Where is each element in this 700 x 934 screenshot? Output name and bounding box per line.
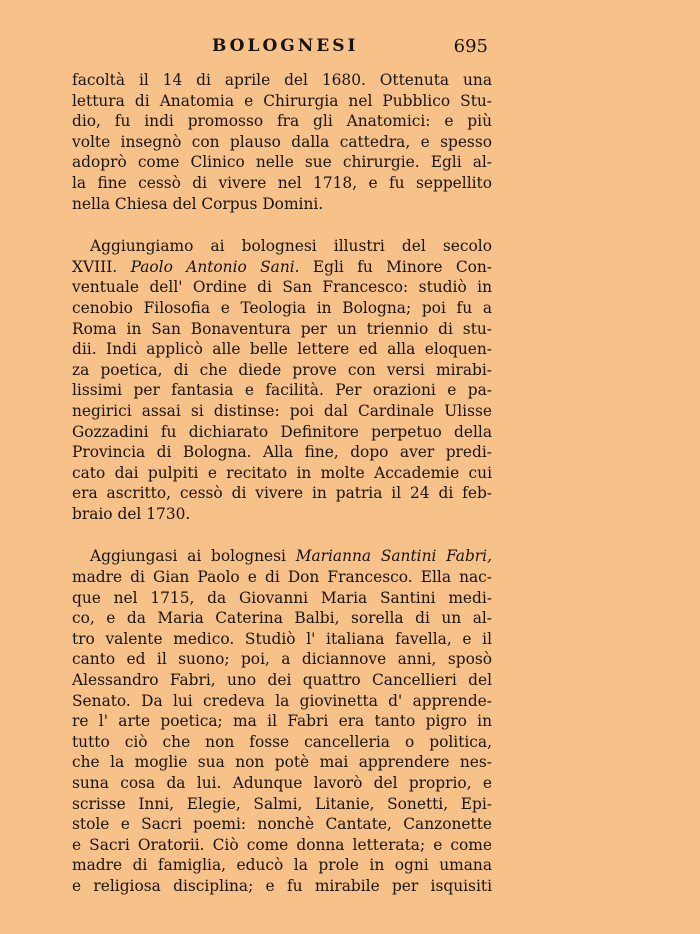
text-line: Roma in San Bonaventura per un triennio di stu-: [72, 319, 492, 338]
text-line: scrisse Inni, Elegie, Salmi, Litanie, Sonetti, Epi-: [72, 794, 492, 813]
text-line: lissimi per fantasia e facilità. Per orazioni e pa-: [72, 381, 492, 400]
text-line: negirici assai si distinse: poi dal Cardinale Ulisse: [72, 401, 492, 420]
text-line: braio del 1730.: [72, 504, 191, 523]
paragraph-2: [72, 236, 492, 524]
text-line: Alessandro Fabri, uno dei quattro Cancellieri del: [72, 671, 492, 690]
text-line: nella Chiesa del Corpus Domini.: [72, 194, 324, 213]
text-line: Provincia di Bologna. Alla fine, dopo aver predi-: [72, 443, 492, 462]
text-line: dio, fu indi promosso fra gli Anatomici: e più: [72, 112, 492, 131]
running-head: BOLOGNESI: [212, 36, 359, 56]
text-line: tutto ciò che non fosse cancelleria o politica,: [72, 732, 492, 751]
text-line: za poetica, di che diede prove con versi mirabi-: [72, 360, 492, 379]
text-line: dii. Indi applicò alle belle lettere ed alla eloquen-: [72, 340, 492, 359]
text-line: che la moglie sua non potè mai apprendere nes-: [72, 753, 492, 772]
text-line: cenobio Filosofia e Teologia in Bologna; poi fu a: [72, 298, 492, 317]
text-line: Aggiungasi ai bolognesi Marianna Santini Fabri,: [90, 547, 492, 566]
text-line: que nel 1715, da Giovanni Maria Santini medi-: [72, 588, 492, 607]
text-line: re l' arte poetica; ma il Fabri era tanto pigro in: [72, 712, 492, 731]
text-line: adoprò come Clinico nelle sue chirurgie. Egli al-: [72, 153, 492, 172]
text-line: Senato. Da lui credeva la giovinetta d' apprende-: [72, 691, 492, 710]
text-line: Gozzadini fu dichiarato Definitore perpetuo della: [72, 422, 492, 441]
text-line: ventuale dell' Ordine di San Francesco: studiò in: [72, 278, 492, 297]
text-line: cato dai pulpiti e recitato in molte Accademie cui: [72, 463, 492, 482]
text-line: suna cosa da lui. Adunque lavorò del proprio, e: [72, 774, 492, 792]
body-text: [72, 70, 492, 897]
page-number: 695: [453, 36, 488, 57]
text-line: volte insegnò con plauso dalla cattedra, e spesso: [72, 132, 492, 151]
text-line: madre di famiglia, educò la prole in ogni umana: [72, 856, 492, 875]
paragraph-1: [72, 70, 492, 214]
text-line: stole e Sacri poemi: nonchè Cantate, Canzonette: [72, 815, 492, 834]
text-line: facoltà il 14 di aprile del 1680. Ottenuta una: [72, 71, 492, 89]
text-line: XVIII. Paolo Antonio Sani. Egli fu Minore Con-: [72, 257, 492, 276]
text-line: e religiosa disciplina; e fu mirabile per isquisiti: [72, 876, 492, 895]
text-line: tro valente medico. Studiò l' italiana favella, e il: [72, 629, 492, 648]
text-line: madre di Gian Paolo e di Don Francesco. Ella nac-: [72, 568, 492, 587]
text-line: canto ed il suono; poi, a diciannove anni, sposò: [72, 650, 492, 669]
text-line: era ascritto, cessò di vivere in patria il 24 di feb-: [72, 484, 492, 503]
text-line: co, e da Maria Caterina Balbi, sorella di un al-: [72, 609, 492, 628]
paragraph-3: [72, 546, 492, 896]
page-header: [72, 36, 492, 62]
text-line: lettura di Anatomia e Chirurgia nel Pubblico Stu-: [72, 91, 492, 110]
text-line: Aggiungiamo ai bolognesi illustri del secolo: [90, 237, 492, 256]
text-line: e Sacri Oratorii. Ciò come donna letterata; e come: [72, 835, 492, 854]
text-line: la fine cessò di vivere nel 1718, e fu seppellito: [72, 173, 492, 192]
